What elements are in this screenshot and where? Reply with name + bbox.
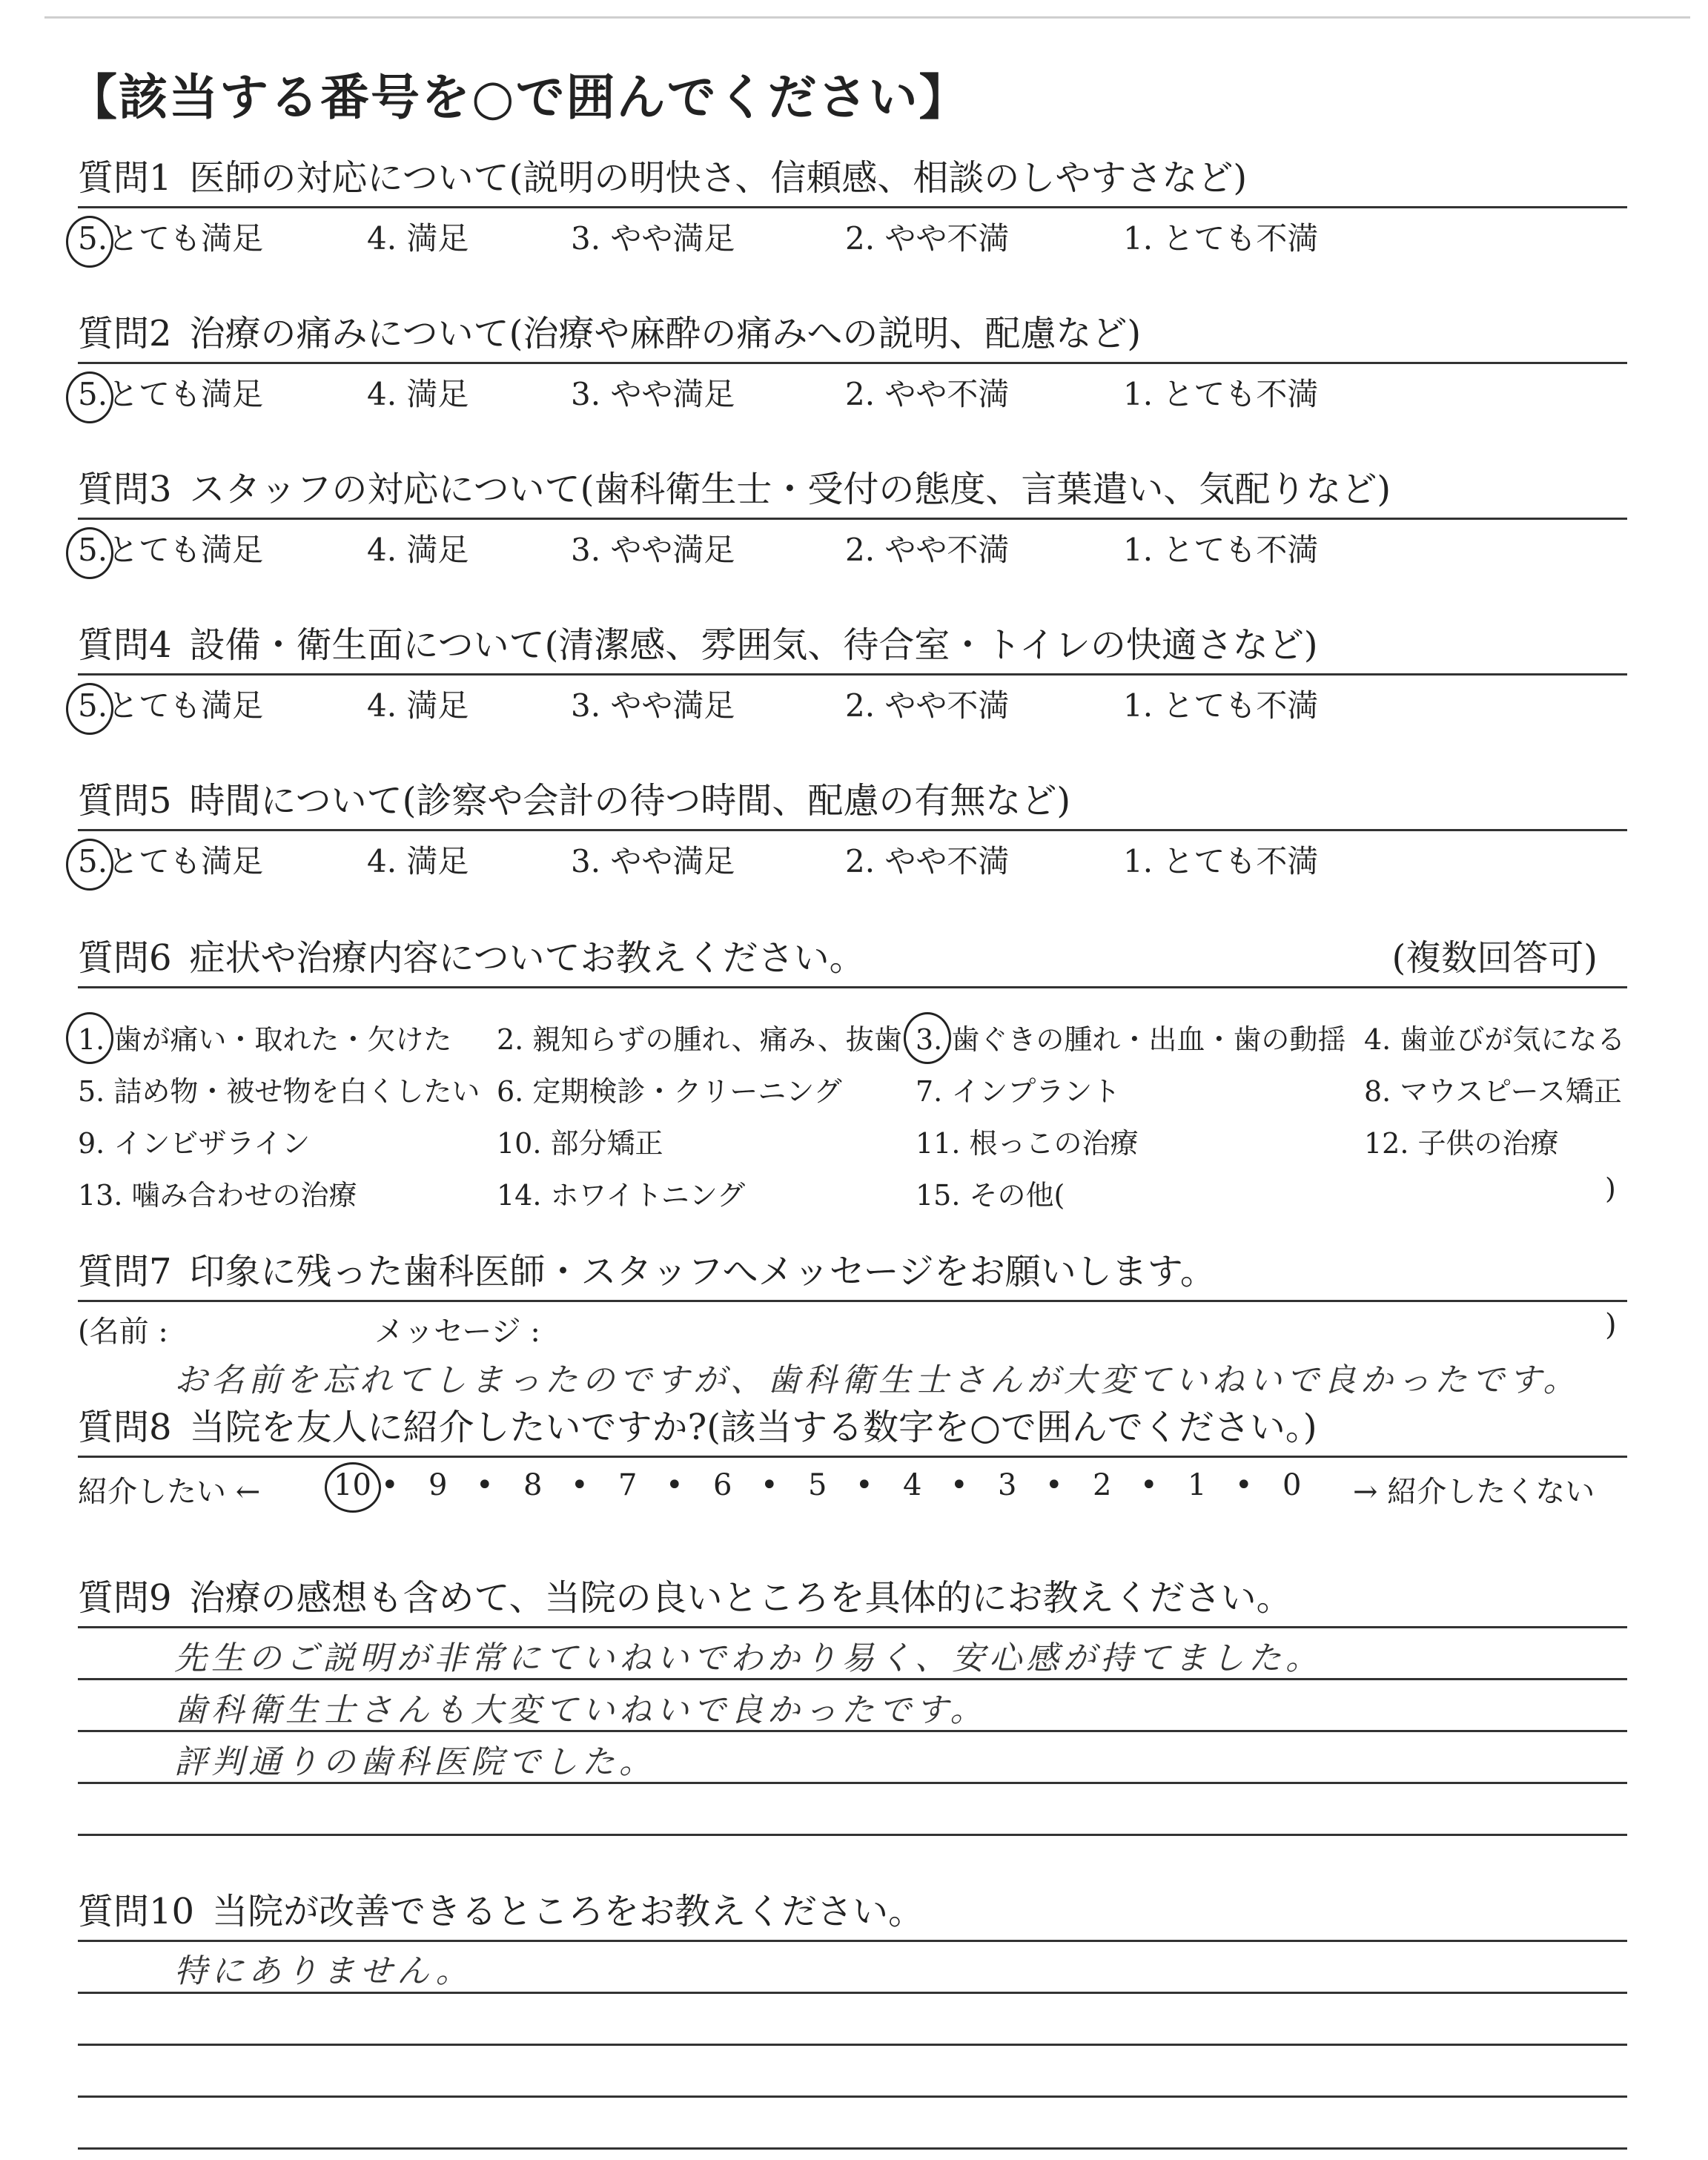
rating-option-3[interactable]: 3. やや満足 xyxy=(571,687,735,724)
rating-option-5[interactable]: 5.とても満足 xyxy=(78,843,264,879)
scale-separator-dot: • xyxy=(476,1468,494,1502)
question-number: 質問6 xyxy=(78,937,172,979)
handwritten-improvement: 特にありません。 xyxy=(174,1952,473,1990)
answer-line xyxy=(78,1626,1627,1628)
question-2 xyxy=(78,311,1627,412)
question-text: 設備・衛生面について(清潔感、雰囲気、待合室・トイレの快適さなど) xyxy=(189,624,1318,666)
question-text: 印象に残った歯科医師・スタッフへメッセージをお願いします。 xyxy=(189,1251,1216,1292)
question-text: 症状や治療内容についてお教えください。 xyxy=(189,937,865,979)
handwritten-answer-line-2: 歯科衛生士さんも大変ていねいで良かったです。 xyxy=(174,1691,987,1729)
recommend-score-9[interactable]: 9 xyxy=(428,1468,448,1502)
answer-line xyxy=(78,1834,1627,1836)
symptom-option-15[interactable]: 15. その他( xyxy=(916,1179,1065,1212)
answer-line xyxy=(78,1730,1627,1732)
answer-line xyxy=(78,1992,1627,1994)
question-7 xyxy=(78,1249,1627,1399)
symptom-option-1[interactable]: 1. 歯が痛い・取れた・欠けた xyxy=(78,1017,451,1057)
rating-option-1[interactable]: 1. とても不満 xyxy=(1123,843,1319,879)
rating-option-5[interactable]: 5.とても満足 xyxy=(78,687,264,724)
question-5 xyxy=(78,779,1627,879)
symptom-option-11[interactable]: 11. 根っこの治療 xyxy=(916,1127,1139,1160)
rating-option-1[interactable]: 1. とても不満 xyxy=(1123,532,1319,568)
answer-line xyxy=(78,1678,1627,1680)
rating-option-2[interactable]: 2. やや不満 xyxy=(845,376,1010,412)
recommend-score-10[interactable]: 10 xyxy=(334,1468,371,1502)
question-text: 当院が改善できるところをお教えください。 xyxy=(212,1891,924,1932)
question-number: 質問8 xyxy=(78,1407,172,1448)
recommend-left-label: 紹介したい ← xyxy=(78,1475,261,1509)
recommend-score-2[interactable]: 2 xyxy=(1093,1468,1112,1502)
scale-separator-dot: • xyxy=(761,1468,778,1502)
question-text: 当院を友人に紹介したいですか?(該当する数字を○で囲んでください。) xyxy=(189,1407,1317,1448)
rating-option-1[interactable]: 1. とても不満 xyxy=(1123,220,1319,257)
handwritten-message: お名前を忘れてしまったのですが、歯科衛生士さんが大変ていねいで良かったです。 xyxy=(174,1361,1580,1399)
rating-options xyxy=(78,364,1627,412)
symptom-option-9[interactable]: 9. インビザライン xyxy=(78,1127,311,1160)
question-text: 治療の痛みについて(治療や麻酔の痛みへの説明、配慮など) xyxy=(189,313,1142,354)
question-number: 質問4 xyxy=(78,624,172,666)
question-number: 質問9 xyxy=(78,1577,172,1619)
symptom-option-13[interactable]: 13. 噛み合わせの治療 xyxy=(78,1179,357,1212)
answer-line xyxy=(78,1940,1627,1942)
rating-option-2[interactable]: 2. やや不満 xyxy=(845,220,1010,257)
symptom-option-6[interactable]: 6. 定期検診・クリーニング xyxy=(497,1075,842,1108)
rating-option-3[interactable]: 3. やや満足 xyxy=(571,843,735,879)
question-number: 質問2 xyxy=(78,313,172,354)
rating-options xyxy=(78,520,1627,568)
recommend-score-3[interactable]: 3 xyxy=(998,1468,1017,1502)
other-close-paren: ) xyxy=(1605,1172,1616,1205)
symptom-option-2[interactable]: 2. 親知らずの腫れ、痛み、抜歯 xyxy=(497,1023,902,1056)
rating-options xyxy=(78,676,1627,724)
scale-separator-dot: • xyxy=(855,1468,873,1502)
handwritten-answer-line-3: 評判通りの歯科医院でした。 xyxy=(174,1743,656,1781)
recommend-score-0[interactable]: 0 xyxy=(1282,1468,1302,1502)
rating-option-5[interactable]: 5.とても満足 xyxy=(78,376,264,412)
rating-option-5[interactable]: 5.とても満足 xyxy=(78,220,264,257)
rating-option-3[interactable]: 3. やや満足 xyxy=(571,532,735,568)
question-number: 質問7 xyxy=(78,1251,172,1292)
scale-separator-dot: • xyxy=(381,1468,399,1502)
message-label: メッセージ : xyxy=(374,1315,540,1349)
question-number: 質問1 xyxy=(78,157,172,199)
symptom-options xyxy=(78,988,1627,1212)
symptom-option-10[interactable]: 10. 部分矯正 xyxy=(497,1127,663,1160)
answer-line xyxy=(78,2095,1627,2098)
symptom-option-4[interactable]: 4. 歯並びが気になる xyxy=(1364,1023,1626,1056)
rating-option-2[interactable]: 2. やや不満 xyxy=(845,532,1010,568)
scale-separator-dot: • xyxy=(571,1468,589,1502)
question-9 xyxy=(78,1576,1627,1620)
message-close-paren: ) xyxy=(1605,1308,1617,1342)
question-1 xyxy=(78,156,1627,257)
question-3 xyxy=(78,467,1627,568)
scale-separator-dot: • xyxy=(666,1468,683,1502)
question-number: 質問5 xyxy=(78,780,172,822)
scale-separator-dot: • xyxy=(950,1468,968,1502)
recommend-score-4[interactable]: 4 xyxy=(903,1468,922,1502)
symptom-option-3[interactable]: 3. 歯ぐきの腫れ・出血・歯の動揺 xyxy=(916,1017,1345,1057)
question-text: 時間について(診察や会計の待つ時間、配慮の有無など) xyxy=(189,780,1071,822)
rating-option-4[interactable]: 4. 満足 xyxy=(367,843,469,879)
scale-separator-dot: • xyxy=(1140,1468,1158,1502)
symptom-option-8[interactable]: 8. マウスピース矯正 xyxy=(1364,1075,1622,1108)
symptom-option-7[interactable]: 7. インプラント xyxy=(916,1075,1121,1108)
symptom-option-14[interactable]: 14. ホワイトニング xyxy=(497,1179,746,1212)
recommend-score-7[interactable]: 7 xyxy=(618,1468,638,1502)
question-text: スタッフの対応について(歯科衛生士・受付の態度、言葉遣い、気配りなど) xyxy=(189,469,1391,510)
rating-options xyxy=(78,831,1627,879)
multiple-answer-note: (複数回答可) xyxy=(1391,937,1598,979)
recommend-scale xyxy=(78,1458,1627,1509)
rating-option-3[interactable]: 3. やや満足 xyxy=(571,220,735,257)
question-text: 医師の対応について(説明の明快さ、信頼感、相談のしやすさなど) xyxy=(189,157,1248,199)
answer-line xyxy=(78,1782,1627,1784)
question-text: 治療の感想も含めて、当院の良いところを具体的にお教えください。 xyxy=(189,1577,1292,1619)
question-8 xyxy=(78,1405,1627,1509)
rating-option-1[interactable]: 1. とても不満 xyxy=(1123,687,1319,724)
question-number: 質問3 xyxy=(78,469,172,510)
question-number: 質問10 xyxy=(78,1891,195,1932)
rating-option-4[interactable]: 4. 満足 xyxy=(367,220,469,257)
scale-separator-dot: • xyxy=(1235,1468,1253,1502)
question-10 xyxy=(78,1889,1627,1934)
recommend-score-8[interactable]: 8 xyxy=(523,1468,543,1502)
rating-option-4[interactable]: 4. 満足 xyxy=(367,687,469,724)
question-6 xyxy=(78,936,1627,1212)
answer-line xyxy=(78,2147,1627,2150)
rating-options xyxy=(78,208,1627,257)
rating-option-2[interactable]: 2. やや不満 xyxy=(845,687,1010,724)
rating-option-1[interactable]: 1. とても不満 xyxy=(1123,376,1319,412)
recommend-score-6[interactable]: 6 xyxy=(713,1468,732,1502)
rating-option-3[interactable]: 3. やや満足 xyxy=(571,376,735,412)
rating-option-5[interactable]: 5.とても満足 xyxy=(78,532,264,568)
symptom-option-5[interactable]: 5. 詰め物・被せ物を白くしたい xyxy=(78,1075,480,1108)
top-border xyxy=(44,16,1690,19)
symptom-option-12[interactable]: 12. 子供の治療 xyxy=(1364,1127,1559,1160)
question-4 xyxy=(78,623,1627,724)
scale-separator-dot: • xyxy=(1045,1468,1063,1502)
recommend-score-5[interactable]: 5 xyxy=(808,1468,827,1502)
rating-option-4[interactable]: 4. 満足 xyxy=(367,532,469,568)
handwritten-answer-line-1: 先生のご説明が非常にていねいでわかり易く、安心感が持てました。 xyxy=(174,1639,1323,1677)
rating-option-4[interactable]: 4. 満足 xyxy=(367,376,469,412)
rating-option-2[interactable]: 2. やや不満 xyxy=(845,843,1010,879)
name-label: (名前 : xyxy=(78,1315,168,1349)
recommend-score-1[interactable]: 1 xyxy=(1188,1468,1207,1502)
form-header: 【該当する番号を○で囲んでください】 xyxy=(68,68,970,126)
answer-line xyxy=(78,2044,1627,2046)
recommend-right-label: → 紹介したくない xyxy=(1353,1475,1595,1509)
